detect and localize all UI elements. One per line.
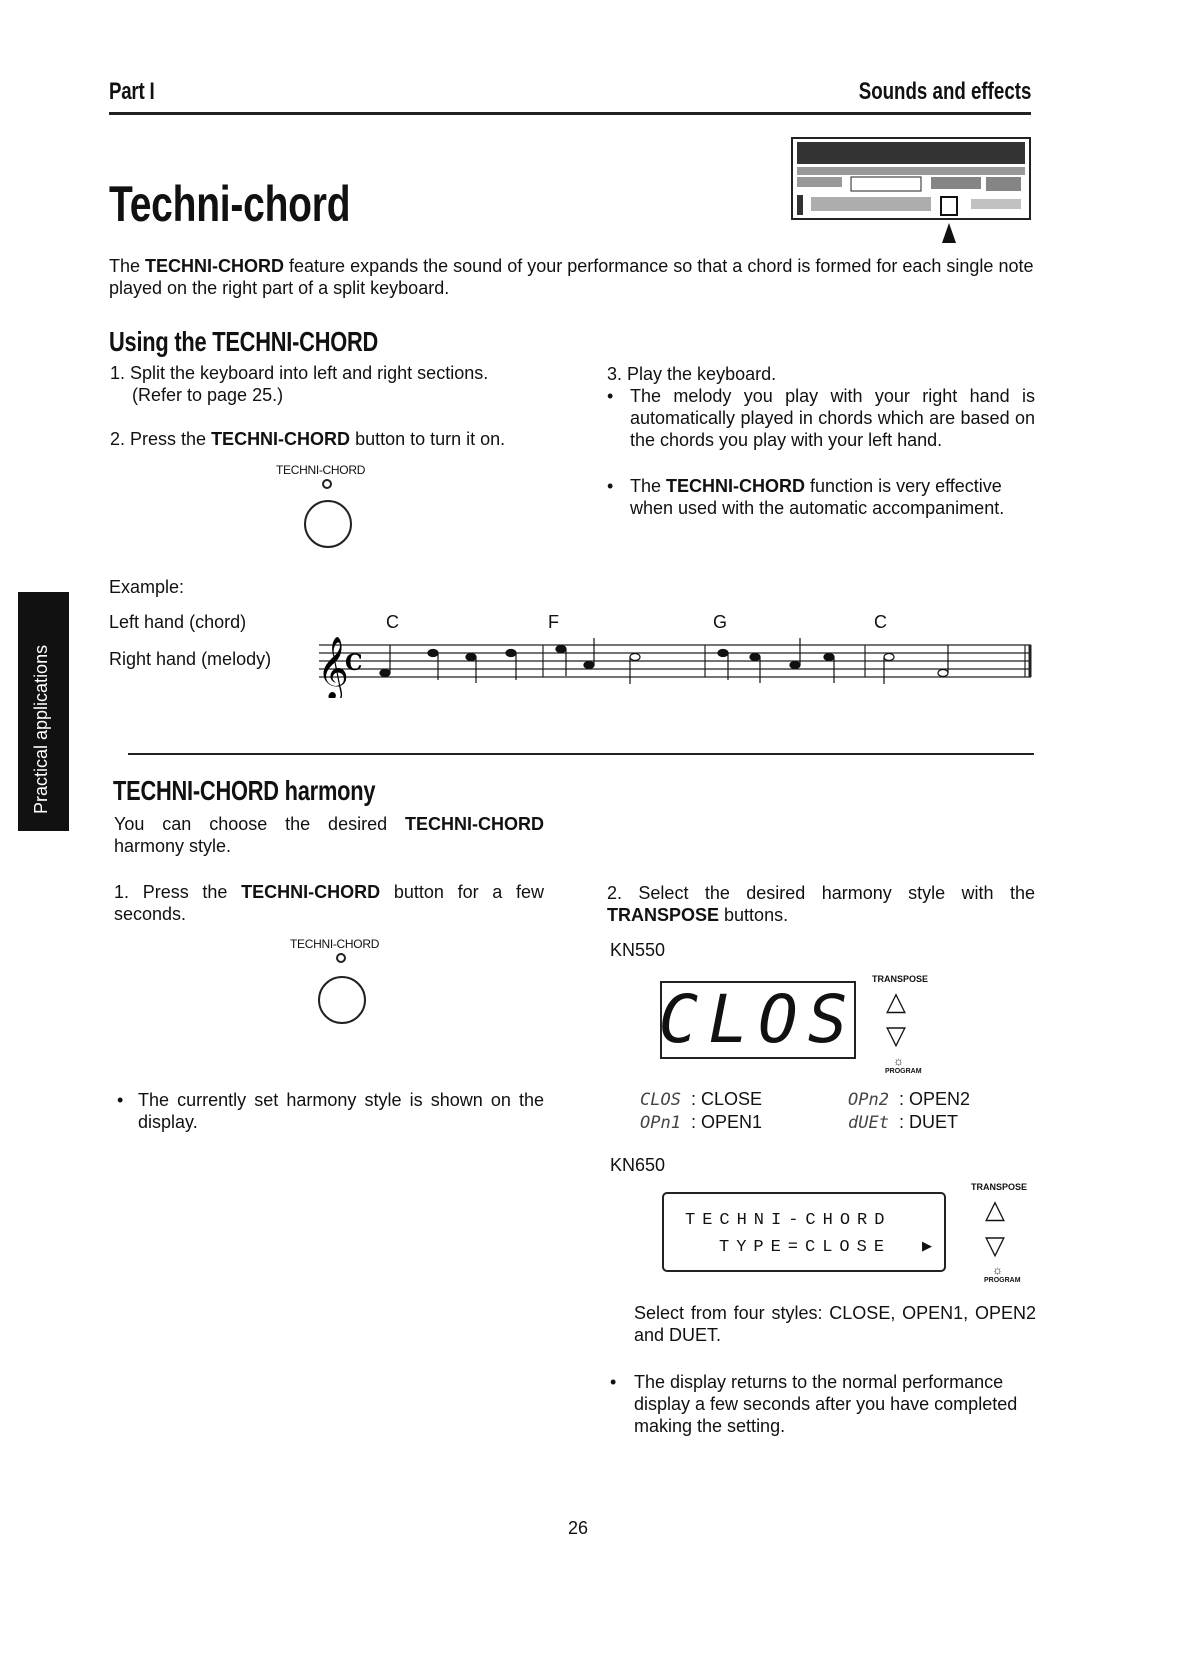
indicator-led-icon [322,479,332,489]
transpose-up-button[interactable]: △ [886,986,906,1016]
kn650-label: KN650 [610,1155,666,1175]
treble-clef-icon: 𝄞 [317,636,349,698]
side-tab: Practical applications [18,592,69,831]
program-label: PROGRAM [885,1068,922,1075]
techni-chord-button-label: TECHNI-CHORD [290,937,380,951]
harmony-step-2: 2. Select the desired harmony style with the TRANSPOSE buttons. [607,883,1035,925]
techni-chord-button[interactable] [304,500,352,548]
left-hand-label: Left hand (chord) [109,612,247,632]
header-rule [109,112,1031,115]
program-label: PROGRAM [984,1277,1021,1284]
select-styles-text: Select from four styles: CLOSE, OPEN1, OPEN2 and DUET. [634,1303,1036,1345]
program-led-icon: ☼ [992,1263,1003,1277]
part-label: Part I [109,78,155,105]
intro-text: The TECHNI-CHORD feature expands the sound of your performance so that a chord is formed for each single note played on the right part of a split keyboard. [109,256,1034,298]
harmony-step-1: 1. Press the TECHNI-CHORD button for a few seconds. [114,882,544,924]
pointer-arrow-icon [942,223,956,243]
harmony-heading: TECHNI-CHORD harmony [113,775,376,806]
using-step-1-ref: (Refer to page 25.) [132,385,284,405]
section-divider [128,753,1034,755]
section-label: Sounds and effects [858,78,1031,105]
legend-item: OPn1 : OPEN1 [640,1112,762,1133]
program-led-icon: ☼ [893,1054,904,1068]
kn550-display: CLOS [658,981,858,1058]
techni-chord-button[interactable] [318,976,366,1024]
harmony-bullet: The currently set harmony style is shown on the display. [138,1090,544,1132]
harmony-bullet-2: The display returns to the normal performance display a few seconds after you have completed making the setting. [634,1372,1018,1436]
page-number: 26 [568,1518,589,1538]
using-bullet-1: The melody you play with your right hand is automatically played in chords which are based on the chords you play with your left hand. [630,386,1035,450]
bullet-icon: • [610,1372,617,1392]
kn550-label: KN550 [610,940,666,960]
bullet-icon: • [607,386,614,406]
transpose-up-button[interactable]: △ [985,1194,1005,1224]
svg-text:C: C [345,650,363,676]
control-panel-illustration [791,137,1032,245]
using-step-2: 2. Press the TECHNI-CHORD button to turn it on. [110,429,506,449]
legend-item: OPn2 : OPEN2 [848,1089,970,1110]
chord-name: F [548,612,559,632]
using-bullet-2: The TECHNI-CHORD function is very effective when used with the automatic accompaniment. [630,476,1005,518]
lcd-line-2: TYPE=CLOSE [719,1238,892,1257]
transpose-label: TRANSPOSE [872,974,929,984]
harmony-intro: You can choose the desired TECHNI-CHORD harmony style. [114,814,544,856]
chord-name: C [386,612,399,632]
indicator-led-icon [336,953,346,963]
using-step-3: 3. Play the keyboard. [607,364,777,384]
bullet-icon: • [607,476,614,496]
example-label: Example: [109,577,185,597]
kn650-lcd [662,1192,946,1272]
bullet-icon: • [117,1090,124,1110]
using-heading: Using the TECHNI-CHORD [109,326,379,357]
transpose-label: TRANSPOSE [971,1182,1028,1192]
legend-item: dUEt : DUET [848,1112,958,1133]
using-step-1: 1. Split the keyboard into left and right sections. [110,363,489,383]
right-hand-label: Right hand (melody) [109,649,272,669]
scroll-right-icon: ▶ [922,1238,932,1253]
music-staff [315,628,1035,698]
chord-name: G [713,612,728,632]
page-title: Techni-chord [109,176,351,232]
transpose-down-button[interactable]: ▽ [985,1230,1005,1260]
chord-name: C [874,612,887,632]
techni-chord-button-label: TECHNI-CHORD [276,463,366,477]
transpose-down-button[interactable]: ▽ [886,1020,906,1050]
lcd-line-1: TECHNI-CHORD [685,1211,892,1230]
legend-item: CLOS : CLOSE [640,1089,762,1110]
